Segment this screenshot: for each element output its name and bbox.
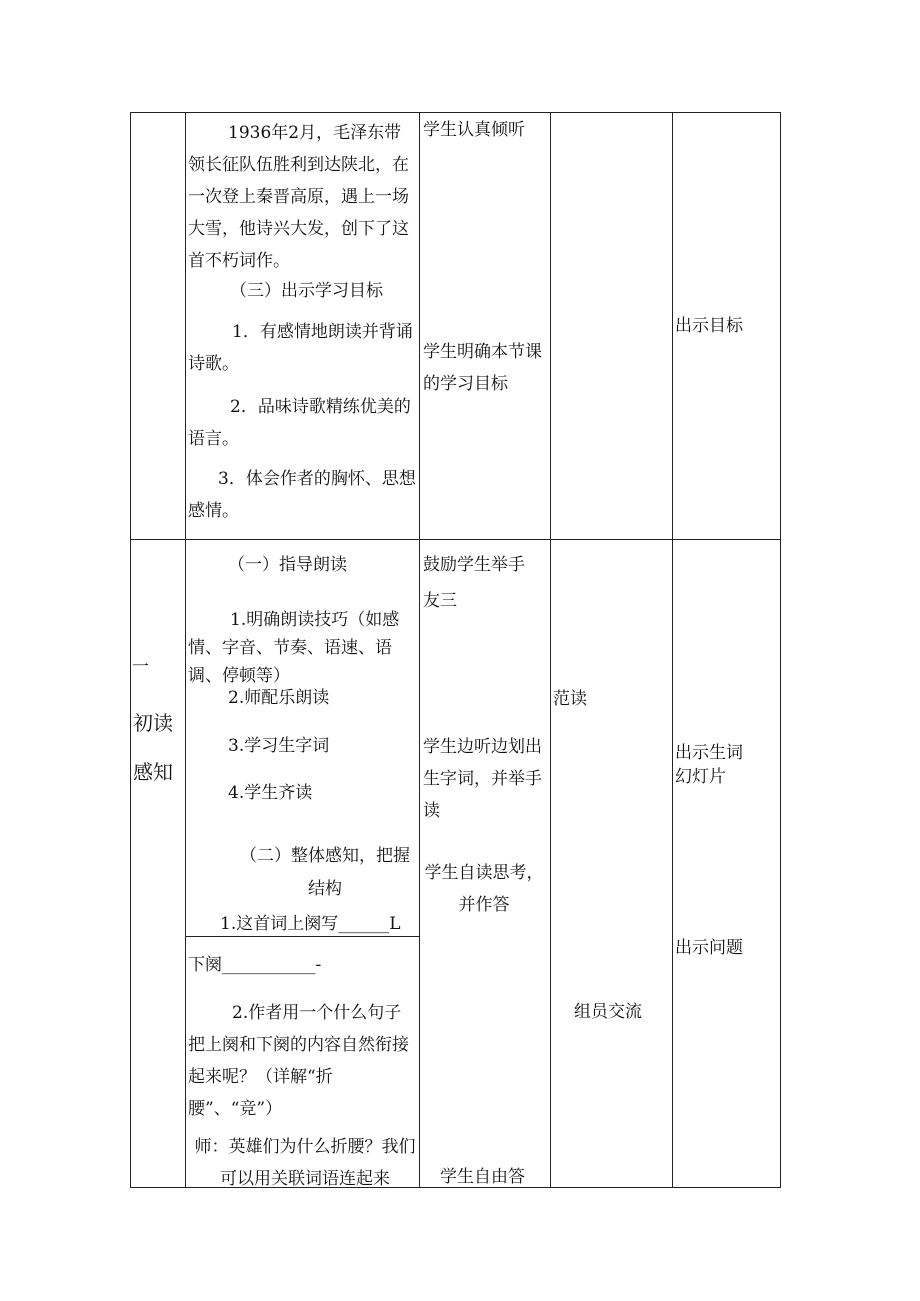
student-activity-5: 学生边听边划出生字词，并举手读 bbox=[423, 737, 542, 821]
intro-paragraph: 1936年2月，毛泽东带领长征队伍胜利到达陕北，在一次登上秦晋高原，遇上一场大雪，他诗兴大发，创下了这首不朽词作。 bbox=[188, 123, 409, 271]
table-top-border bbox=[130, 112, 781, 113]
student-activity-6: 学生自读思考，并作答 bbox=[424, 863, 544, 915]
stage-title-line1: 初读 bbox=[133, 711, 173, 735]
col-border-2 bbox=[185, 112, 186, 1188]
media-1: 出示目标 bbox=[675, 316, 743, 336]
step-1: 1.明确朗读技巧（如感情、字音、节奏、语速、语调、停顿等） bbox=[188, 610, 400, 686]
media-3: 出示问题 bbox=[675, 938, 743, 958]
question-1: 1.这首词上阕写______L bbox=[220, 914, 401, 934]
col-border-1 bbox=[130, 112, 131, 1188]
stage-title-line2: 感知 bbox=[133, 760, 173, 784]
teacher-prompt: 师：英雄们为什么折腰？我们可以用关联词语连起来 bbox=[194, 1137, 416, 1189]
col-border-5 bbox=[672, 112, 673, 1188]
student-activity-7: 学生自由答 bbox=[440, 1167, 525, 1187]
inner-divider bbox=[185, 936, 419, 937]
col-border-3 bbox=[419, 112, 420, 1188]
goal-2: 2．品味诗歌精练优美的语言。 bbox=[188, 397, 411, 449]
question-2: 2.作者用一个什么句子把上阕和下阕的内容自然衔接起来呢？（详解“折腰”、“竞”） bbox=[188, 1003, 409, 1119]
question-1-continued: 下阕___________- bbox=[188, 955, 322, 975]
goal-3: 3．体会作者的胸怀、思想感情。 bbox=[188, 469, 416, 521]
student-activity-2: 学生明确本节课的学习目标 bbox=[423, 342, 542, 394]
section-2-heading: （二）整体感知，把握结构 bbox=[240, 846, 410, 899]
col-border-4 bbox=[550, 112, 551, 1188]
teacher-activity-2: 组员交流 bbox=[574, 1002, 642, 1022]
goals-heading: （三）出示学习目标 bbox=[230, 281, 383, 301]
col-border-6 bbox=[780, 112, 781, 1188]
stage-number: 一 bbox=[132, 657, 149, 677]
step-4: 4.学生齐读 bbox=[228, 783, 313, 803]
row-divider bbox=[130, 539, 781, 540]
student-activity-1: 学生认真倾听 bbox=[423, 120, 525, 140]
teacher-activity-1: 范读 bbox=[553, 689, 587, 709]
media-2: 出示生词幻灯片 bbox=[675, 743, 743, 787]
step-3: 3.学习生字词 bbox=[228, 736, 330, 756]
step-2: 2.师配乐朗读 bbox=[228, 688, 330, 708]
goal-1: 1．有感情地朗读并背诵诗歌。 bbox=[188, 322, 413, 374]
student-activity-4: 友三 bbox=[423, 591, 457, 611]
section-1-heading: （一）指导朗读 bbox=[228, 555, 347, 575]
student-activity-3: 鼓励学生举手 bbox=[423, 555, 525, 575]
